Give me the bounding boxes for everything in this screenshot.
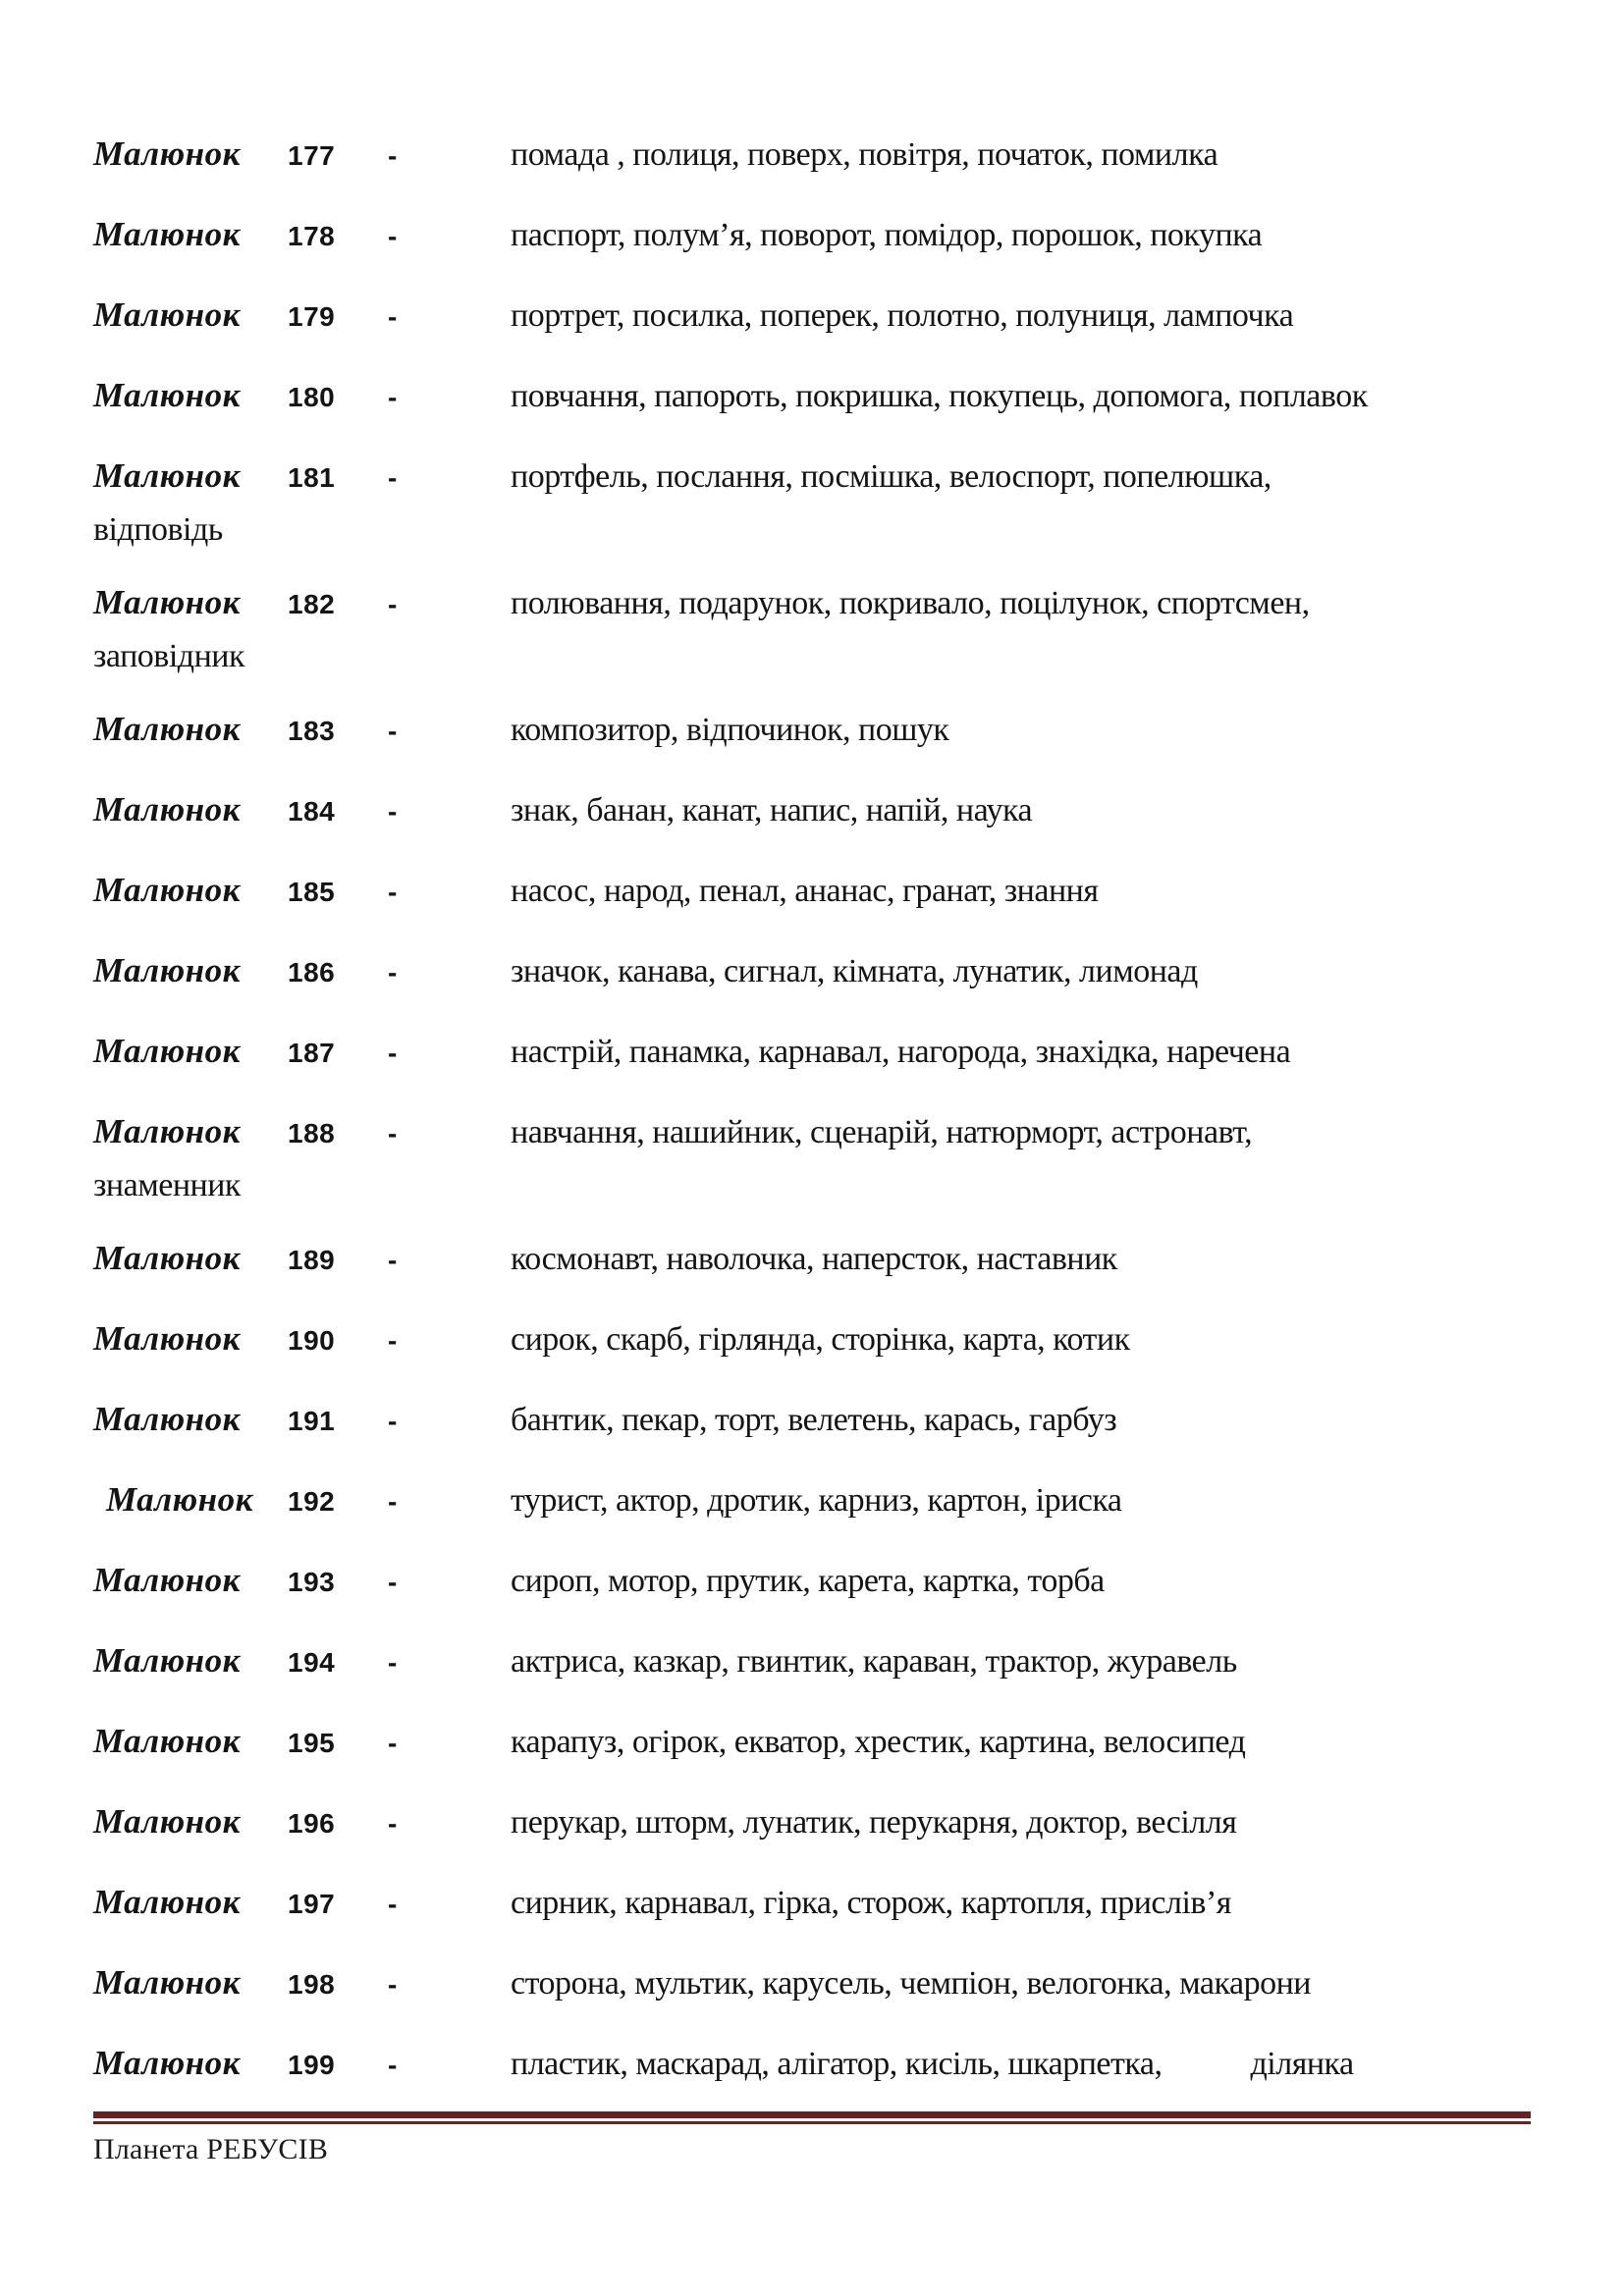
figure-label: Малюнок — [93, 376, 241, 414]
figure-entry — [93, 133, 1564, 176]
dash-separator: - — [388, 1567, 398, 1597]
figure-label: Малюнок — [93, 871, 241, 909]
dash-separator: - — [388, 1118, 398, 1148]
figure-number: 184 — [288, 796, 336, 827]
figure-number: 192 — [288, 1486, 336, 1517]
figure-label: Малюнок — [93, 710, 241, 748]
figure-entry — [93, 1238, 1564, 1280]
figure-words-main: сироп, мотор, прутик, карета, картка, торба — [511, 1563, 1105, 1599]
figure-entry — [93, 950, 1564, 992]
figure-number: 197 — [288, 1889, 336, 1919]
figure-label: Малюнок — [93, 951, 241, 989]
figure-label: Малюнок — [93, 456, 241, 495]
dash-separator: - — [388, 1647, 398, 1678]
figure-entry-row — [93, 294, 1564, 337]
figure-words — [511, 1319, 1130, 1360]
figure-words — [511, 1032, 1290, 1072]
figure-entry-row — [93, 1801, 1564, 1843]
footer-divider-thin — [93, 2121, 1531, 2124]
dash-separator: - — [388, 1325, 398, 1356]
figure-label: Малюнок — [93, 1561, 241, 1599]
figure-words — [511, 1802, 1236, 1842]
figure-words — [511, 1112, 1252, 1152]
dash-separator: - — [388, 957, 398, 988]
figure-number: 180 — [288, 382, 336, 412]
figure-entry-row — [93, 789, 1564, 831]
figure-words — [511, 1883, 1231, 1923]
figure-entry — [93, 1801, 1564, 1843]
figure-entry-row — [93, 1399, 1564, 1441]
figure-words-main: турист, актор, дротик, карниз, картон, іриска — [511, 1482, 1122, 1519]
figure-words-main: помада , полиця, поверх, повітря, початок, помилка — [511, 136, 1218, 173]
figure-number: 179 — [288, 301, 336, 332]
figure-words-continuation: знаменник — [93, 1167, 241, 1203]
figure-number: 195 — [288, 1728, 336, 1758]
figure-entry — [93, 2043, 1564, 2085]
figure-words-tail: ділянка — [1250, 2046, 1354, 2082]
figure-number: 199 — [288, 2050, 336, 2080]
dash-separator: - — [388, 221, 398, 251]
dash-separator: - — [388, 877, 398, 907]
figure-entry-row — [93, 1238, 1564, 1280]
figure-entry-row — [93, 1640, 1564, 1682]
figure-entry — [93, 1399, 1564, 1441]
figure-words-main: сирок, скарб, гірлянда, сторінка, карта, котик — [511, 1321, 1130, 1358]
figure-words — [511, 456, 1271, 497]
figure-words-main: актриса, казкар, гвинтик, караван, трактор, журавель — [511, 1643, 1237, 1680]
figure-entry-row — [93, 1721, 1564, 1763]
figure-entry — [93, 789, 1564, 831]
figure-entry — [93, 1479, 1564, 1522]
figure-words — [511, 2044, 1354, 2084]
figure-entry-row — [93, 870, 1564, 912]
figure-entry — [93, 582, 1564, 676]
dash-separator: - — [388, 1728, 398, 1758]
figure-entry-row — [93, 214, 1564, 256]
figure-words — [511, 710, 948, 750]
figure-label: Малюнок — [106, 1480, 253, 1519]
figure-words — [511, 1480, 1122, 1521]
figure-words — [511, 1239, 1117, 1279]
figure-label: Малюнок — [93, 790, 241, 828]
figure-words-main: портрет, посилка, поперек, полотно, полуниця, лампочка — [511, 297, 1294, 334]
figure-entry-row — [93, 1479, 1564, 1522]
dash-separator: - — [388, 462, 398, 493]
dash-separator: - — [388, 1486, 398, 1517]
dash-separator: - — [388, 589, 398, 619]
dash-separator: - — [388, 1969, 398, 2000]
figure-entry — [93, 709, 1564, 751]
figure-label: Малюнок — [93, 1319, 241, 1358]
figure-words-main: паспорт, полум’я, поворот, помідор, порошок, покупка — [511, 217, 1263, 253]
figure-entry — [93, 1031, 1564, 1073]
figure-number: 182 — [288, 589, 336, 619]
figure-label: Малюнок — [93, 1112, 241, 1150]
figure-entry-row — [93, 1318, 1564, 1361]
page-footer — [93, 2111, 1531, 2169]
footer-brand: Планета РЕБУСІВ — [93, 2133, 329, 2165]
figure-label: Малюнок — [93, 1883, 241, 1921]
figure-words-main: полювання, подарунок, покривало, поцілунок, спортсмен, — [511, 585, 1310, 621]
figure-entry — [93, 214, 1564, 256]
figure-label: Малюнок — [93, 1802, 241, 1841]
figure-number: 185 — [288, 877, 336, 907]
figure-entry — [93, 870, 1564, 912]
figure-number: 190 — [288, 1325, 336, 1356]
figure-words-main: настрій, панамка, карнавал, нагорода, знахідка, наречена — [511, 1034, 1291, 1070]
figure-label: Малюнок — [93, 295, 241, 334]
figure-label: Малюнок — [93, 215, 241, 253]
dash-separator: - — [388, 1245, 398, 1275]
figure-words-main: перукар, шторм, лунатик, перукарня, доктор, весілля — [511, 1804, 1237, 1841]
figure-label: Малюнок — [93, 583, 241, 621]
figure-number: 194 — [288, 1647, 336, 1678]
figure-entry — [93, 1962, 1564, 2004]
figure-entry — [93, 1721, 1564, 1763]
figure-label: Малюнок — [93, 2044, 241, 2082]
figure-entry — [93, 1882, 1564, 1924]
figure-words — [511, 215, 1262, 255]
figure-words — [511, 1641, 1237, 1682]
figure-entry — [93, 1111, 1564, 1205]
figure-number: 181 — [288, 462, 336, 493]
figure-label: Малюнок — [93, 1963, 241, 2002]
figure-number: 183 — [288, 716, 336, 746]
figure-words-main: повчання, папороть, покришка, покупець, допомога, поплавок — [511, 378, 1368, 414]
figure-number: 191 — [288, 1406, 336, 1436]
figure-words — [511, 583, 1310, 623]
figure-entry — [93, 375, 1564, 417]
figure-words-main: карапуз, огірок, екватор, хрестик, картина, велосипед — [511, 1724, 1246, 1760]
figure-label: Малюнок — [93, 1032, 241, 1070]
figure-number: 188 — [288, 1118, 336, 1148]
figure-words — [511, 376, 1368, 416]
figure-number: 196 — [288, 1808, 336, 1839]
figure-words — [511, 1561, 1105, 1601]
figure-words — [511, 1963, 1311, 2003]
figure-words-main: сторона, мультик, карусель, чемпіон, велогонка, макарони — [511, 1965, 1311, 2002]
figure-words-main: знак, банан, канат, напис, напій, наука — [511, 792, 1033, 828]
figure-number: 198 — [288, 1969, 336, 2000]
figure-number: 189 — [288, 1245, 336, 1275]
figure-number: 177 — [288, 140, 336, 171]
figure-words-main: космонавт, наволочка, наперсток, наставник — [511, 1241, 1117, 1277]
figure-entry-row — [93, 455, 1564, 498]
figure-label: Малюнок — [93, 134, 241, 173]
figure-words — [511, 1722, 1245, 1762]
figure-entry-row — [93, 375, 1564, 417]
figure-entry — [93, 455, 1564, 550]
figure-words-main: композитор, відпочинок, пошук — [511, 712, 949, 748]
figure-words-main: сирник, карнавал, гірка, сторож, картопля, прислів’я — [511, 1885, 1231, 1921]
figure-entry — [93, 1560, 1564, 1602]
figure-words-continuation: відповідь — [93, 511, 223, 548]
dash-separator: - — [388, 301, 398, 332]
figure-entry-row — [93, 2043, 1564, 2085]
figure-entry — [93, 1318, 1564, 1361]
figure-words-main: насос, народ, пенал, ананас, гранат, знання — [511, 873, 1099, 909]
figure-entry-row — [93, 1031, 1564, 1073]
figure-words — [511, 871, 1099, 911]
figure-entry-row — [93, 1962, 1564, 2004]
figure-number: 178 — [288, 221, 336, 251]
figure-entry-row — [93, 1882, 1564, 1924]
figure-words — [511, 295, 1293, 336]
dash-separator: - — [388, 140, 398, 171]
figure-label: Малюнок — [93, 1641, 241, 1680]
figure-label: Малюнок — [93, 1400, 241, 1438]
figure-words — [511, 134, 1217, 175]
figure-number: 187 — [288, 1038, 336, 1068]
dash-separator: - — [388, 382, 398, 412]
figure-words-main: портфель, послання, посмішка, велоспорт, попелюшка, — [511, 458, 1271, 495]
figure-entry-row — [93, 1560, 1564, 1602]
dash-separator: - — [388, 1406, 398, 1436]
figure-entry-row — [93, 950, 1564, 992]
figure-entry — [93, 1640, 1564, 1682]
dash-separator: - — [388, 716, 398, 746]
dash-separator: - — [388, 796, 398, 827]
figure-words — [511, 1400, 1116, 1440]
figure-number: 186 — [288, 957, 336, 988]
figure-number: 193 — [288, 1567, 336, 1597]
dash-separator: - — [388, 1038, 398, 1068]
figure-label: Малюнок — [93, 1722, 241, 1760]
dash-separator: - — [388, 1808, 398, 1839]
figure-words — [511, 951, 1198, 991]
figure-entry — [93, 294, 1564, 337]
figure-words-main: значок, канава, сигнал, кімната, лунатик, лимонад — [511, 953, 1198, 989]
figure-words — [511, 790, 1032, 830]
figure-words-main: бантик, пекар, торт, велетень, карась, гарбуз — [511, 1402, 1117, 1438]
figure-entry-row — [93, 133, 1564, 176]
figure-entry-row — [93, 709, 1564, 751]
dash-separator: - — [388, 1889, 398, 1919]
figure-words-main: пластик, маскарад, алігатор, кисіль, шкарпетка, — [511, 2046, 1163, 2082]
dash-separator: - — [388, 2050, 398, 2080]
figure-entry-row — [93, 1111, 1564, 1153]
footer-divider-thick — [93, 2111, 1531, 2118]
figure-entry-row — [93, 582, 1564, 624]
figure-label: Малюнок — [93, 1239, 241, 1277]
figure-words-main: навчання, нашийник, сценарій, натюрморт, астронавт, — [511, 1114, 1253, 1150]
figure-words-continuation: заповідник — [93, 638, 244, 674]
